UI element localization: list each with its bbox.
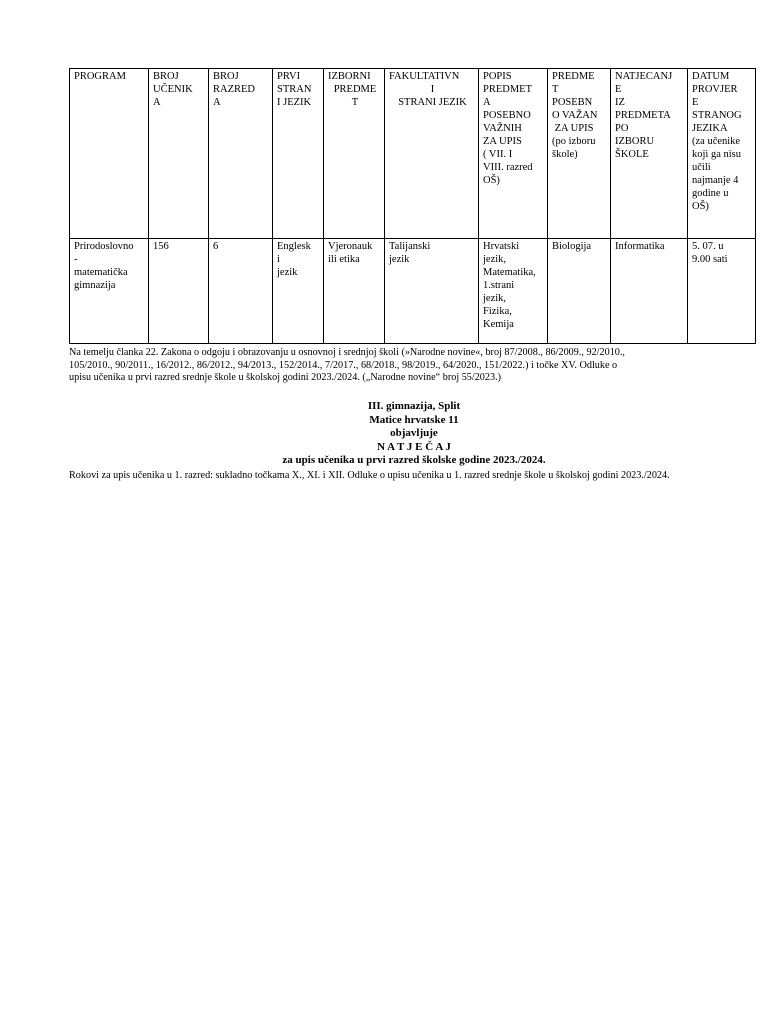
legal-line: Na temelju članka 22. Zakona o odgoju i obrazovanju u osnovnoj i srednjoj školi (»Narodne novine«, broj 87/2008., 86/2009., 92/2010., — [69, 347, 625, 358]
header-popis-predmeta: POPIS PREDMET A POSEBNO VAŽNIH ZA UPIS ( VII. I VIII. razred OŠ) — [479, 69, 548, 239]
header-datum-provjere: DATUM PROVJER E STRANOG JEZIKA (za učenike koji ga nisu učili najmanje 4 godine u OŠ) — [688, 69, 756, 239]
header-broj-razreda: BROJ RAZRED A — [209, 69, 273, 239]
header-broj-ucenika: BROJ UČENIK A — [149, 69, 209, 239]
enrollment-table — [69, 68, 756, 344]
cell-natjecanje: Informatika — [611, 239, 688, 344]
header-fakultativni-strani-jezik: FAKULTATIVN I STRANI JEZIK — [385, 69, 479, 239]
cell-fakultativni-jezik: Talijanski jezik — [385, 239, 479, 344]
school-address: Matice hrvatske 11 — [369, 413, 459, 426]
legal-line: upisu učenika u prvi razred srednje škole u školskoj godini 2023./2024. („Narodne novine“ broj 55/2023.) — [69, 372, 502, 383]
cell-broj-razreda: 6 — [209, 239, 273, 344]
header-prvi-strani-jezik: PRVI STRAN I JEZIK — [273, 69, 324, 239]
header-izborni-predmet: IZBORNI PREDME T — [324, 69, 385, 239]
cell-broj-ucenika: 156 — [149, 239, 209, 344]
cell-predmet-posebno-vazan: Biologija — [548, 239, 611, 344]
cell-datum-provjere: 5. 07. u 9.00 sati — [688, 239, 756, 344]
enrollment-deadlines: Rokovi za upis učenika u 1. razred: sukladno točkama X., XI. i XII. Odluke o upisu učenika u 1. razred srednje škole u školskoj godini 2023./2024. — [69, 470, 670, 481]
announcement-title: N A T J E Č A J — [377, 440, 451, 453]
school-name: III. gimnazija, Split — [367, 400, 461, 412]
legal-line: 105/2010., 90/2011., 16/2012., 86/2012., 94/2013., 152/2014., 7/2017., 68/2018., 98/2019., 64/2020., 151/2022.) i točke XV. Odluke o — [69, 359, 618, 371]
table-row — [70, 239, 756, 344]
legal-basis-paragraph — [69, 347, 759, 385]
publishes-label: objavljuje — [390, 427, 438, 439]
announcement-header — [69, 400, 759, 468]
header-natjecanje: NATJECANJ E IZ PREDMETA PO IZBORU ŠKOLE — [611, 69, 688, 239]
cell-program: Prirodoslovno - matematička gimnazija — [70, 239, 149, 344]
header-program: PROGRAM — [70, 69, 149, 239]
cell-popis-predmeta: Hrvatski jezik, Matematika, 1.strani jezik, Fizika, Kemija — [479, 239, 548, 344]
cell-prvi-strani-jezik: Englesk i jezik — [273, 239, 324, 344]
header-predmet-posebno-vazan: PREDME T POSEBN O VAŽAN ZA UPIS (po izboru škole) — [548, 69, 611, 239]
cell-izborni-predmet: Vjeronauk ili etika — [324, 239, 385, 344]
announcement-subtitle: za upis učenika u prvi razred školske godine 2023./2024. — [282, 454, 546, 466]
table-header-row — [70, 69, 756, 239]
